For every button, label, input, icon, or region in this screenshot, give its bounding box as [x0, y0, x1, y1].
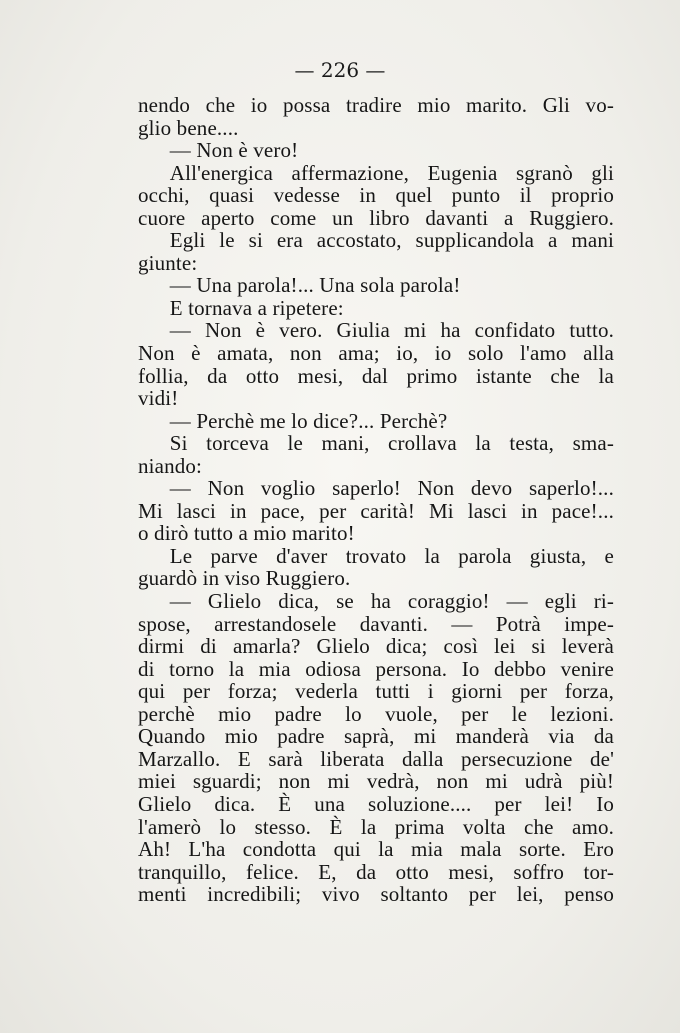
- page-number: — 226 —: [294, 58, 386, 82]
- text-line: nendo che io possa tradire mio marito. Gli vo-: [138, 93, 614, 117]
- text-line: di torno la mia odiosa persona. Io debbo venire: [138, 656, 614, 681]
- text-line: — Non è vero. Giulia mi ha confidato tutto.: [138, 318, 614, 343]
- text-line: cuore aperto come un libro davanti a Ruggiero.: [138, 205, 614, 230]
- text-line: qui per forza; vederla tutti i giorni per forza,: [138, 679, 614, 704]
- text-line: tranquillo, felice. E, da otto mesi, soffro tor-: [138, 859, 614, 884]
- text-line: follia, da otto mesi, dal primo istante che la: [138, 363, 614, 388]
- text-line: All'energica affermazione, Eugenia sgranò gli: [138, 160, 614, 185]
- body-text: [138, 94, 614, 906]
- text-line: Egli le si era accostato, supplicandola a mani: [138, 228, 614, 253]
- text-line: spose, arrestandosele davanti. — Potrà impe-: [138, 611, 614, 636]
- text-line: guardò in viso Ruggiero.: [138, 566, 351, 591]
- text-line: — Non è vero!: [138, 138, 299, 163]
- text-line: Mi lasci in pace, per carità! Mi lasci in pace!...: [138, 498, 614, 523]
- text-line: — Una parola!... Una sola parola!: [138, 273, 461, 298]
- text-line: o dirò tutto a mio marito!: [138, 521, 355, 546]
- text-line: — Glielo dica, se ha coraggio! — egli ri-: [138, 589, 614, 614]
- text-line: Ah! L'ha condotta qui la mia mala sorte. Ero: [138, 837, 614, 862]
- text-line: l'amerò lo stesso. È la prima volta che amo.: [138, 814, 614, 839]
- text-line: Le parve d'aver trovato la parola giusta, e: [138, 543, 614, 568]
- text-line: giunte:: [138, 250, 198, 275]
- text-line: E tornava a ripetere:: [138, 295, 344, 320]
- text-line: vidi!: [138, 386, 179, 411]
- text-line: occhi, quasi vedesse in quel punto il proprio: [138, 183, 614, 208]
- text-line: Marzallo. E sarà liberata dalla persecuzione de': [138, 746, 614, 771]
- text-line: miei sguardi; non mi vedrà, non mi udrà più!: [138, 769, 614, 794]
- text-line: Si torceva le mani, crollava la testa, sma-: [138, 431, 614, 456]
- text-line: menti incredibili; vivo soltanto per lei, penso: [138, 882, 614, 907]
- text-line: niando:: [138, 453, 203, 478]
- text-line: perchè mio padre lo vuole, per le lezioni.: [138, 701, 614, 726]
- text-line: Non è amata, non ama; io, io solo l'amo alla: [138, 341, 614, 366]
- text-line: — Non voglio saperlo! Non devo saperlo!...: [138, 476, 614, 501]
- text-line: dirmi di amarla? Glielo dica; così lei si leverà: [138, 634, 614, 659]
- text-line: — Perchè me lo dice?... Perchè?: [138, 408, 448, 433]
- text-line: Glielo dica. È una soluzione.... per lei! Io: [138, 791, 614, 816]
- text-line: Quando mio padre saprà, mi manderà via da: [138, 724, 614, 749]
- text-line: glio bene....: [138, 115, 239, 140]
